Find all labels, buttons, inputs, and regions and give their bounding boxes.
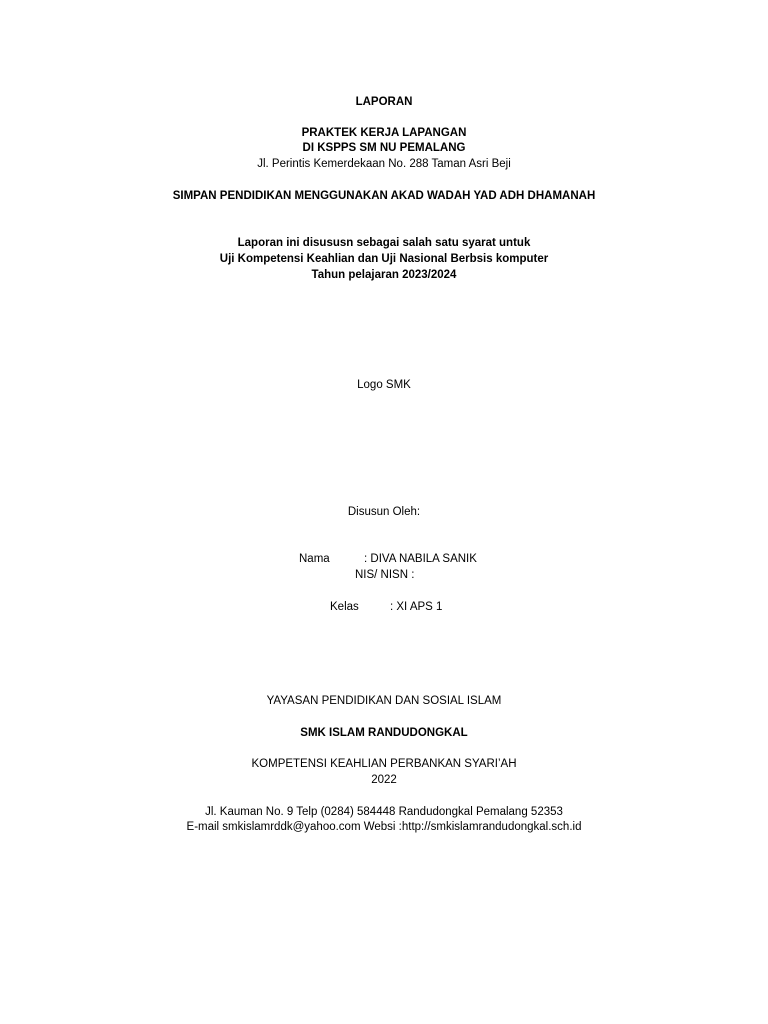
placement-name: DI KSPPS SM NU PEMALANG [302,142,466,154]
author-heading: Disusun Oleh: [347,506,421,518]
purpose-line-1: Laporan ini disususn sebagai salah satu syarat untuk [237,237,531,249]
program-name: KOMPETENSI KEAHLIAN PERBANKAN SYARI’AH [251,758,517,770]
pkl-title: PRAKTEK KERJA LAPANGAN [301,127,467,139]
name-label: Nama [299,553,330,565]
logo-placeholder: Logo SMK [357,379,411,391]
class-value: : XI APS 1 [390,601,443,613]
purpose-line-3: Tahun pelajaran 2023/2024 [311,269,457,281]
placement-address: Jl. Perintis Kemerdekaan No. 288 Taman Asri Beji [257,158,511,170]
school-name: SMK ISLAM RANDUDONGKAL [300,727,468,739]
year: 2022 [371,774,397,786]
foundation-name: YAYASAN PENDIDIKAN DAN SOSIAL ISLAM [266,695,502,707]
school-address: Jl. Kauman No. 9 Telp (0284) 584448 Randudongkal Pemalang 52353 [205,806,563,818]
nis-label: NIS/ NISN : [355,569,415,581]
class-label: Kelas [330,601,359,613]
report-topic: SIMPAN PENDIDIKAN MENGGUNAKAN AKAD WADAH YAD ADH DHAMANAH [172,190,596,202]
name-value: : DIVA NABILA SANIK [364,553,477,565]
report-title: LAPORAN [355,96,413,108]
school-contact: E-mail smkislamrddk@yahoo.com Websi :http://smkislamrandudongkal.sch.id [186,821,582,833]
purpose-line-2: Uji Kompetensi Keahlian dan Uji Nasional Berbsis komputer [219,253,549,265]
